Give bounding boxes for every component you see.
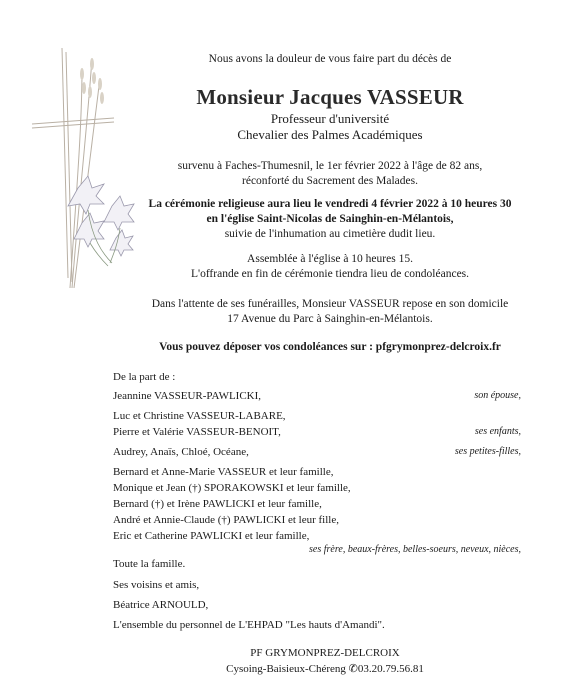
family-line <box>113 465 521 479</box>
family-name: Ses voisins et amis, <box>113 579 200 591</box>
family-intro: De la part de : <box>113 371 176 383</box>
family-line <box>113 557 521 571</box>
ceremony-line-2: en l'église Saint-Nicolas de Sainghin-en-Mélantois, <box>206 213 454 225</box>
family-line <box>113 598 521 612</box>
offering-line: L'offrande en fin de cérémonie tiendra lieu de condoléances. <box>190 268 470 280</box>
death-notice <box>100 159 560 189</box>
family-name: Béatrice ARNOULD, <box>113 599 209 611</box>
family-name: L'ensemble du personnel de L'EHPAD "Les hauts d'Amandi". <box>113 619 385 631</box>
family-name: Eric et Catherine PAWLICKI et leur famille, <box>113 530 310 542</box>
family-name: Bernard (†) et Irène PAWLICKI et leur famille, <box>113 498 322 510</box>
rest-info <box>100 297 560 327</box>
funeral-home-contact: Cysoing-Baisieux-Chéreng ✆03.20.79.56.81 <box>226 663 424 675</box>
family-line <box>113 409 521 423</box>
funeral-home-name: PF GRYMONPREZ-DELCROIX <box>250 647 400 659</box>
family-line <box>113 497 521 511</box>
family-name: Monique et Jean (†) SPORAKOWSKI et leur famille, <box>113 482 351 494</box>
deceased-titles <box>100 111 560 143</box>
family-name: Pierre et Valérie VASSEUR-BENOIT, <box>113 426 281 438</box>
family-line <box>113 425 521 439</box>
death-line-1: survenu à Faches-Thumesnil, le 1er février 2022 à l'âge de 82 ans, <box>177 160 483 172</box>
title-line-2: Chevalier des Palmes Académiques <box>237 127 423 142</box>
family-line <box>113 529 521 543</box>
ceremony-line-3: suivie de l'inhumation au cimetière dudit lieu. <box>224 228 436 240</box>
family-name: André et Annie-Claude (†) PAWLICKI et leur fille, <box>113 514 339 526</box>
family-line <box>113 389 521 403</box>
family-name: Luc et Christine VASSEUR-LABARE, <box>113 410 286 422</box>
family-name: Jeannine VASSEUR-PAWLICKI, <box>113 390 262 402</box>
assembly-line: Assemblée à l'église à 10 heures 15. <box>247 253 413 265</box>
death-line-2: réconforté du Sacrement des Malades. <box>242 175 418 187</box>
family-name: Bernard et Anne-Marie VASSEUR et leur famille, <box>113 466 334 478</box>
family-name: Toute la famille. <box>113 558 186 570</box>
family-line <box>113 513 521 527</box>
title-line-1: Professeur d'université <box>270 111 390 126</box>
family-name: Audrey, Anaïs, Chloé, Océane, <box>113 446 249 458</box>
family-line <box>113 618 521 632</box>
deceased-name: Monsieur Jacques VASSEUR <box>196 85 464 109</box>
intro-text: Nous avons la douleur de vous faire part du décès de <box>208 53 452 65</box>
relation-label: ses petites-filles, <box>454 446 521 457</box>
relation-label: ses enfants, <box>474 426 521 437</box>
relation-label: son épouse, <box>474 390 521 401</box>
rest-line-2: 17 Avenue du Parc à Sainghin-en-Mélantois. <box>227 313 433 325</box>
ceremony-info <box>100 197 560 242</box>
family-line <box>113 445 521 459</box>
rest-line-1: Dans l'attente de ses funérailles, Monsieur VASSEUR repose en son domicile <box>151 298 509 310</box>
relation-label: ses frère, beaux-frères, belles-soeurs, neveux, nièces, <box>309 544 521 555</box>
assembly-info <box>100 252 560 282</box>
family-line <box>113 578 521 592</box>
ceremony-line-1: La cérémonie religieuse aura lieu le vendredi 4 février 2022 à 10 heures 30 <box>148 198 512 210</box>
condolences-website: Vous pouvez déposer vos condoléances sur : pfgrymonprez-delcroix.fr <box>159 341 501 353</box>
family-line <box>113 481 521 495</box>
